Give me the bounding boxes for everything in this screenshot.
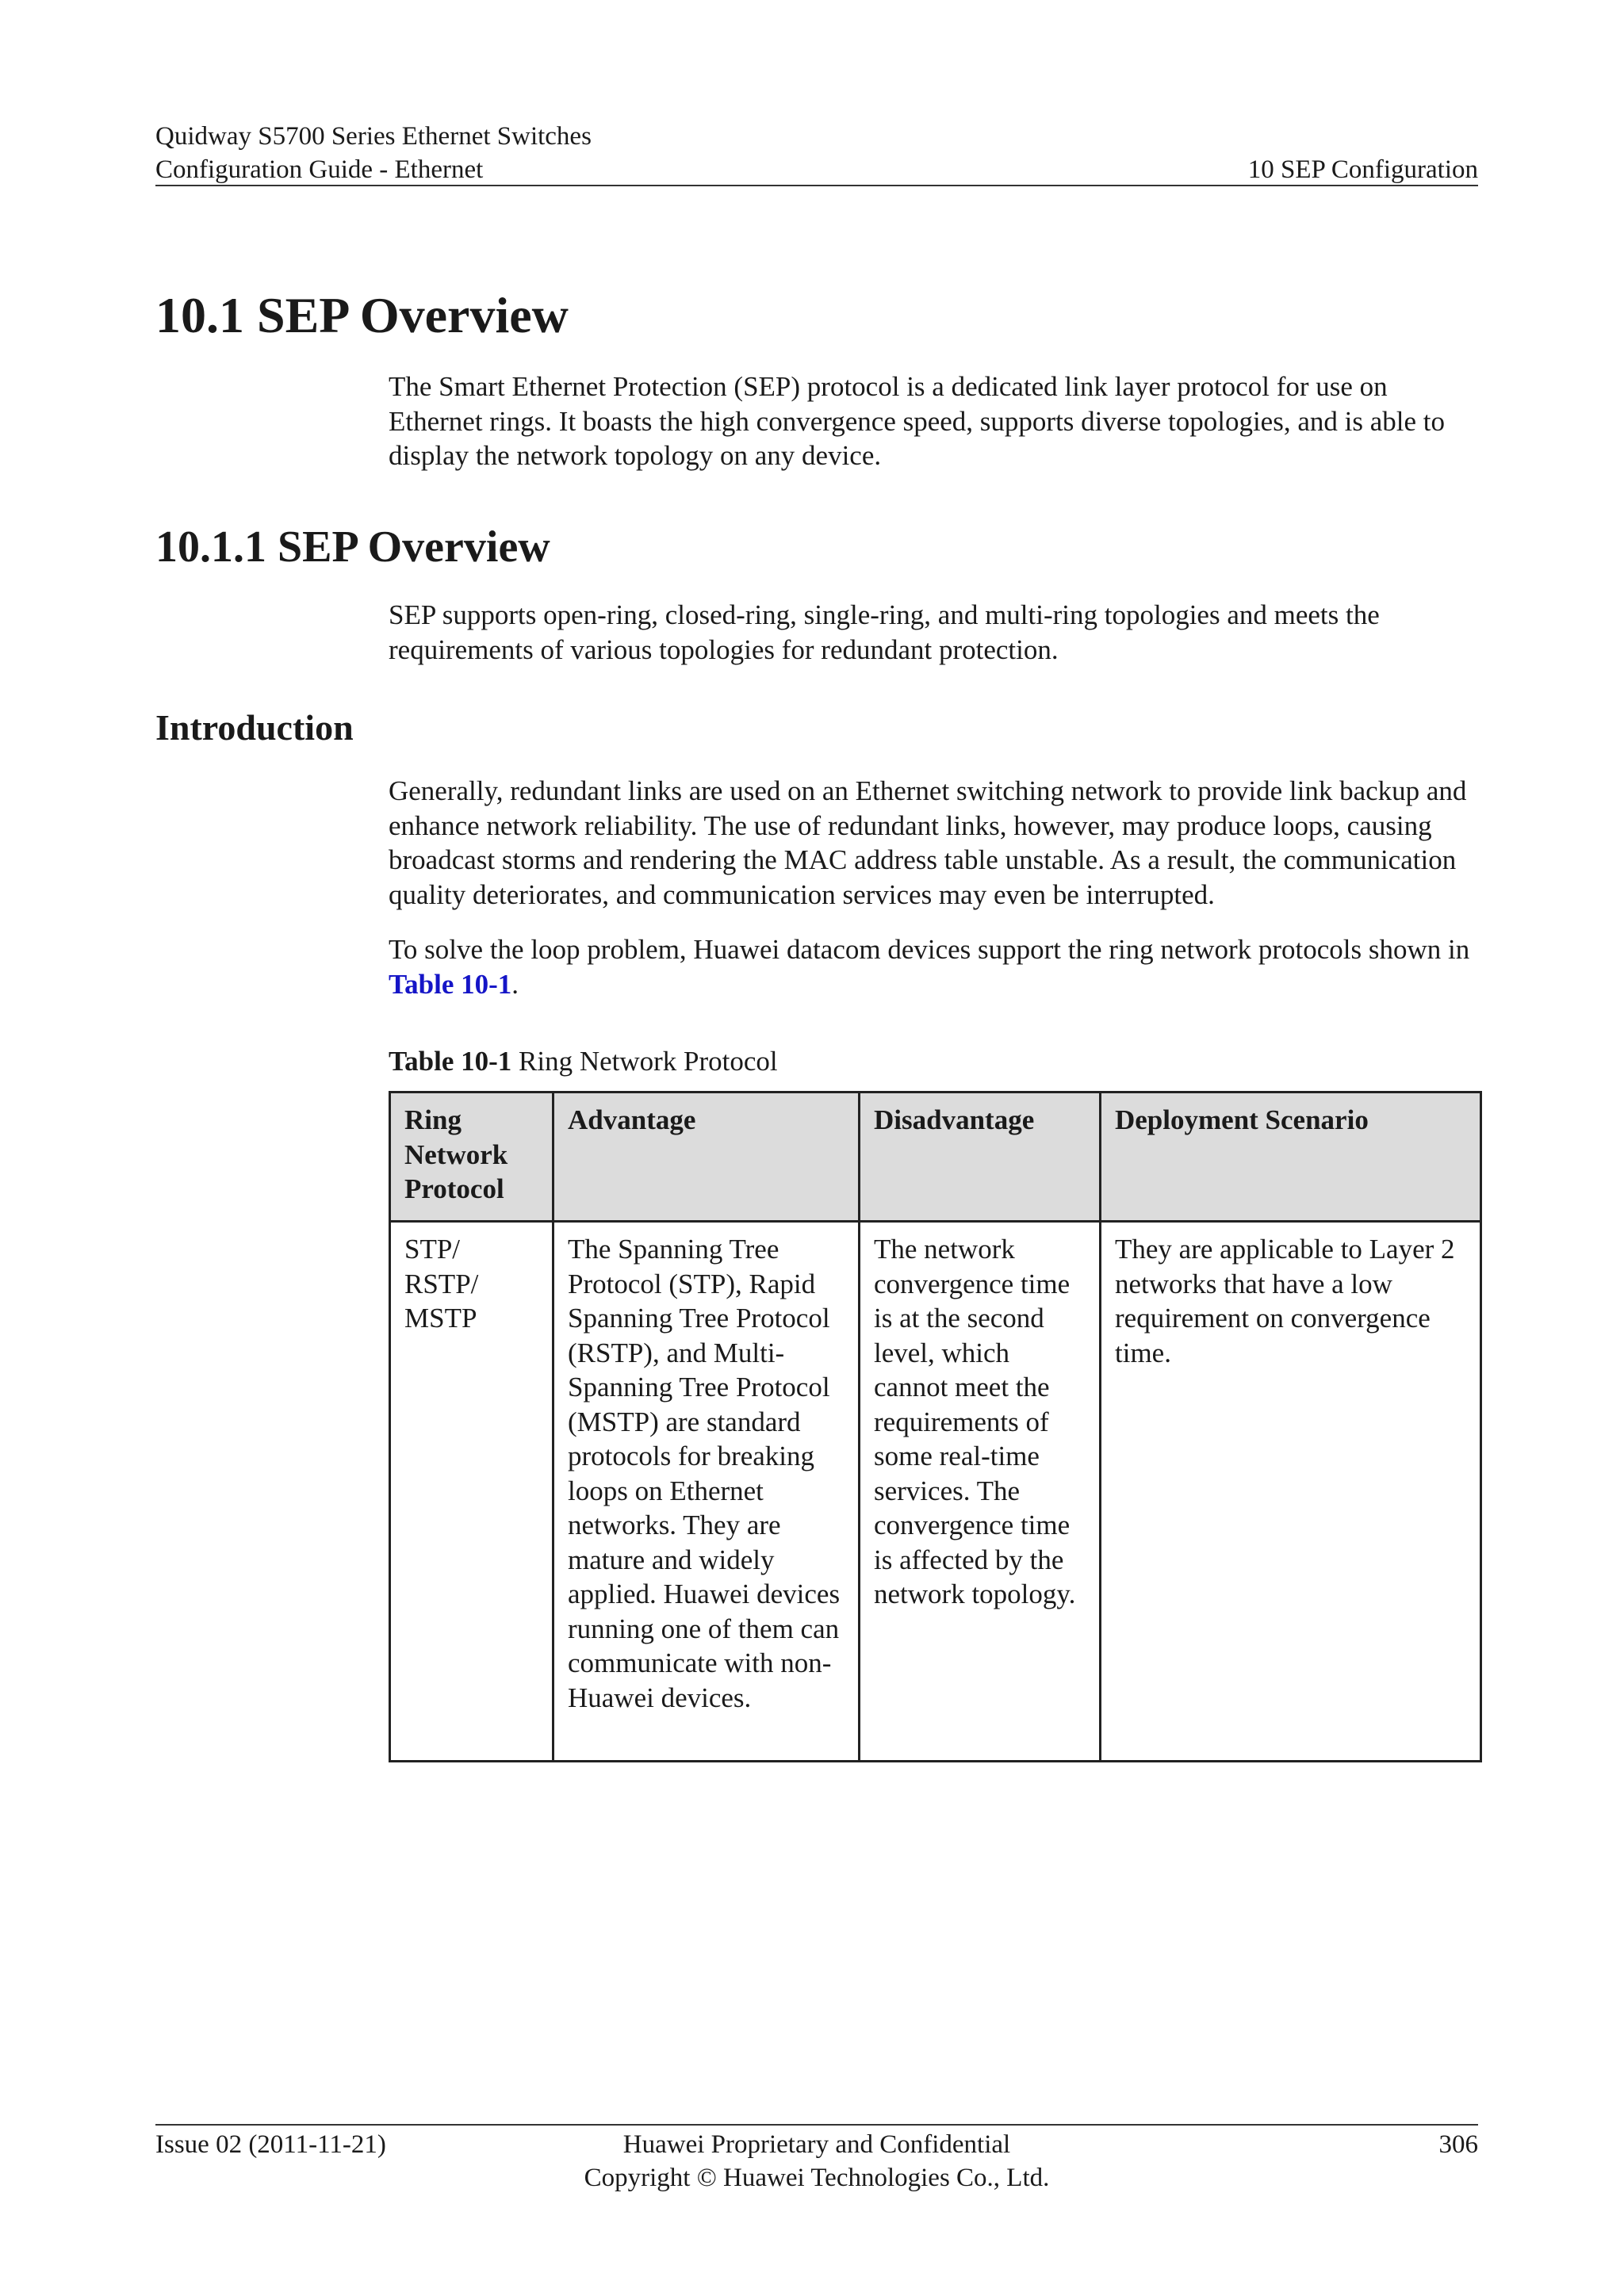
subsection-intro: SEP supports open-ring, closed-ring, single-ring, and multi-ring topologies and meets the requirements of various topologies for redundant protection. — [389, 599, 1380, 665]
footer-issue: Issue 02 (2011-11-21) — [155, 2130, 386, 2159]
cell-disadvantage: The network convergence time is at the second level, which cannot meet the requirements of some real-time services. The convergence time is affected by the network topology. — [860, 1222, 1101, 1762]
header-deployment-scenario: Deployment Scenario — [1101, 1093, 1481, 1222]
header-disadvantage: Disadvantage — [860, 1093, 1101, 1222]
header-product: Quidway S5700 Series Ethernet Switches — [155, 122, 592, 151]
introduction-paragraph-2-end: . — [511, 968, 519, 1000]
table-caption-label: Table 10-1 — [389, 1046, 512, 1077]
footer-copyright: Copyright © Huawei Technologies Co., Ltd. — [584, 2164, 1050, 2192]
table-header-row — [390, 1093, 1481, 1222]
table-row — [390, 1222, 1481, 1762]
introduction-paragraph-2-text: To solve the loop problem, Huawei datacom devices support the ring network protocols shown in — [389, 934, 1470, 965]
introduction-heading: Introduction — [155, 707, 354, 748]
header-ring-network-protocol: Ring Network Protocol — [390, 1093, 553, 1222]
header-guide: Configuration Guide - Ethernet — [155, 155, 484, 184]
table-caption — [389, 1044, 778, 1079]
table-caption-title: Ring Network Protocol — [511, 1046, 778, 1077]
footer-page-number: 306 — [1438, 2130, 1478, 2159]
footer-divider — [155, 2124, 1478, 2126]
ring-network-protocol-table — [389, 1091, 1482, 1762]
header-divider — [155, 185, 1478, 186]
introduction-paragraph-2 — [389, 932, 1480, 1001]
footer-confidential: Huawei Proprietary and Confidential — [622, 2130, 1011, 2159]
header-chapter: 10 SEP Configuration — [1247, 155, 1478, 184]
cell-deployment-scenario: They are applicable to Layer 2 networks that have a low requirement on convergence time. — [1101, 1222, 1481, 1762]
subsection-title: 10.1.1 SEP Overview — [155, 522, 550, 572]
section-intro: The Smart Ethernet Protection (SEP) protocol is a dedicated link layer protocol for use on Ethernet rings. It boasts the high convergence speed, supports diverse topologies, and is able to display the network topology on any device. — [389, 371, 1445, 471]
cell-protocol: STP/ RSTP/ MSTP — [390, 1222, 553, 1762]
section-title: 10.1 SEP Overview — [155, 287, 569, 343]
header-advantage: Advantage — [553, 1093, 860, 1222]
introduction-paragraph-1: Generally, redundant links are used on an Ethernet switching network to provide link backup and enhance network reliability. The use of redundant links, however, may produce loops, causing broadcast storms and rendering the MAC address table unstable. As a result, the communication quality deteriorates, and communication services may even be interrupted. — [389, 775, 1467, 910]
table-reference-link[interactable]: Table 10-1 — [389, 968, 512, 1000]
cell-advantage: The Spanning Tree Protocol (STP), Rapid Spanning Tree Protocol (RSTP), and Multi-Spanning Tree Protocol (MSTP) are standard protocols for breaking loops on Ethernet networks. They are mature and widely applied. Huawei devices running one of them can communicate with non-Huawei devices. — [553, 1222, 860, 1762]
